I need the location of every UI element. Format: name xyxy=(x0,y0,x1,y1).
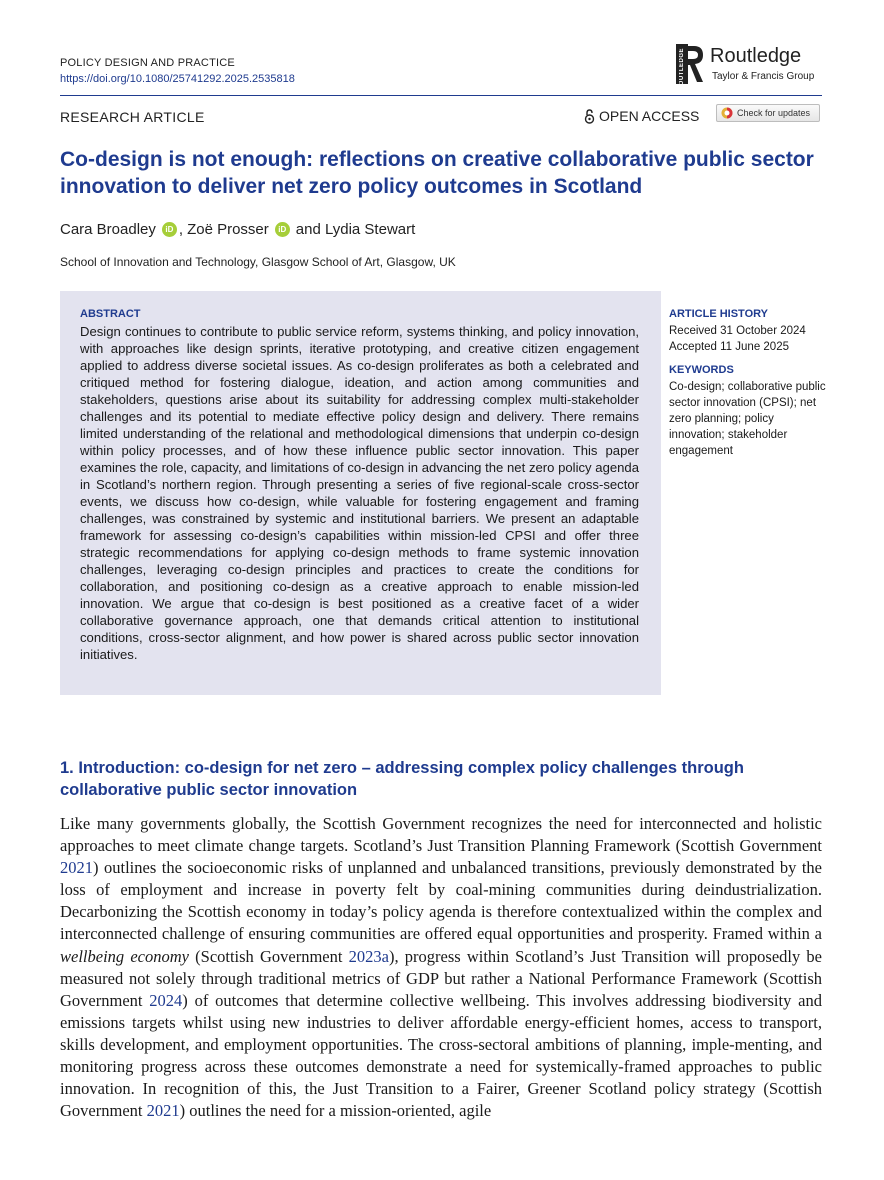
journal-name: POLICY DESIGN AND PRACTICE xyxy=(60,57,235,69)
article-type: RESEARCH ARTICLE xyxy=(60,109,205,125)
section-heading: 1. Introduction: co-design for net zero – addressing complex policy challenges through collaborative public sector innovation xyxy=(60,759,744,799)
author-name[interactable]: Zoë Prosser xyxy=(187,221,269,238)
check-for-updates-label: Check for updates xyxy=(737,108,811,118)
header-divider xyxy=(60,95,822,96)
orcid-icon[interactable]: iD xyxy=(162,222,177,237)
body-text: ) outlines the need for a mission-oriented, agile xyxy=(179,1101,492,1121)
citation-link[interactable]: 2023a xyxy=(348,946,389,966)
author-name[interactable]: Cara Broadley xyxy=(60,221,156,238)
body-text: ) of outcomes that determine collective wellbeing. This involves addressing biodiversity and emissions targets whilst using new industries to deliver affordable energy-efficient homes, access to transport, skills development, and employment opportunities. The cross-sectoral ambitions of planning, imple-menting, and monitoring progress across these outcomes demonstrate a need for systemically-framed approaches to public innovation. In recognition of this, the Just Transition to a Fairer, Greener Scotland policy strategy (Scottish Government xyxy=(60,990,822,1121)
author-list xyxy=(60,221,415,238)
author-affiliation: School of Innovation and Technology, Glasgow School of Art, Glasgow, UK xyxy=(60,255,456,269)
keywords-heading: KEYWORDS xyxy=(669,364,734,376)
publisher-vertical-text: ROUTLEDGE xyxy=(679,48,685,91)
citation-link[interactable]: 2021 xyxy=(146,1101,180,1121)
emphasis-text: wellbeing economy xyxy=(60,946,189,966)
doi-link[interactable]: https://doi.org/10.1080/25741292.2025.2535818 xyxy=(60,73,295,85)
received-date: Received 31 October 2024 xyxy=(669,325,806,337)
accepted-date: Accepted 11 June 2025 xyxy=(669,341,789,353)
citation-link[interactable]: 2021 xyxy=(60,858,93,878)
body-text: Like many governments globally, the Scottish Government recognizes the need for interconnected and holistic approaches to meet climate change targets. Scotland’s Just Transition Planning Framework (Scottish Government xyxy=(60,814,822,856)
body-text: ), progress within Scotland’s Just Transition will proposedly be measured not solely through traditional metrics of GDP but rather a National Performance Framework (Scottish Government xyxy=(60,946,822,1010)
article-history-heading: ARTICLE HISTORY xyxy=(669,308,769,320)
keywords-list: Co-design; collaborative public sector innovation (CPSI); net zero planning; policy innovation; stakeholder engagement xyxy=(669,381,826,457)
open-access-label: OPEN ACCESS xyxy=(599,108,700,124)
body-text: (Scottish Government xyxy=(188,946,349,966)
article-title: Co-design is not enough: reflections on creative collaborative public sector innovation to deliver net zero policy outcomes in Scotland xyxy=(60,148,814,198)
open-lock-icon xyxy=(584,109,595,124)
body-paragraph xyxy=(60,813,822,1122)
publisher-logo xyxy=(676,44,826,91)
citation-link[interactable]: 2024 xyxy=(149,990,183,1010)
publisher-name: Routledge xyxy=(710,45,802,67)
check-for-updates-button[interactable] xyxy=(716,104,820,122)
open-access-badge xyxy=(584,108,699,124)
author-separator: , xyxy=(178,221,184,238)
publisher-subtitle: Taylor & Francis Group xyxy=(712,71,815,82)
orcid-icon[interactable]: iD xyxy=(275,222,290,237)
abstract-text: Design continues to contribute to public service reform, systems thinking, and policy innovation, with approaches like design sprints, iterative prototyping, and creative citizen engagement applied to address diverse societal issues. As co-design proliferates as both a celebrated and critiqued method for fostering dialogue, ideation, and action among communities and stakeholders, questions arise about its suitability for addressing complex multi-stakeholder challenges and its potential to mediate effective policy design and delivery. There remains limited understanding of the relational and methodological dimensions that underpin co-design within policy processes, and of how these influence public sector innovation. This paper examines the role, capacity, and limitations of co-design in advancing the net zero policy agenda in Scotland’s northern region. Through presenting a series of five regional-scale cross-sector events, we discuss how co-design, while valuable for fostering engagement and framing challenges, was constrained by systemic and institutional barriers. We present an adaptable framework for assessing co-design’s capabilities within mission-led CPSI and offer three strategic recommendations for applying co-design methods to frame systemic innovation challenges, leveraging co-design principles and practices to create the conditions for collaboration, and positioning co-design as a creative approach to enable mission-led innovation. We argue that co-design is best positioned as a creative facet of a wider collaborative governance approach, one that demands critical attention to institutional conditions, cross-sector alignment, and how power is shared across public sector innovation initiatives. xyxy=(80,324,639,662)
author-name[interactable]: and Lydia Stewart xyxy=(295,221,416,238)
body-text: ) outlines the socioeconomic risks of unplanned and unbalanced transitions, previously demonstrated by the loss of employment and increase in poverty felt by coal-mining communities during deindustrialization. Decarbonizing the Scottish economy in today’s policy agenda is therefore contextualized within the complex and interconnected challenge of ensuring communities are offered equal opportunities and prosperity. Framed within a xyxy=(60,858,822,944)
crossmark-icon xyxy=(721,107,733,119)
abstract-heading: ABSTRACT xyxy=(80,308,141,320)
